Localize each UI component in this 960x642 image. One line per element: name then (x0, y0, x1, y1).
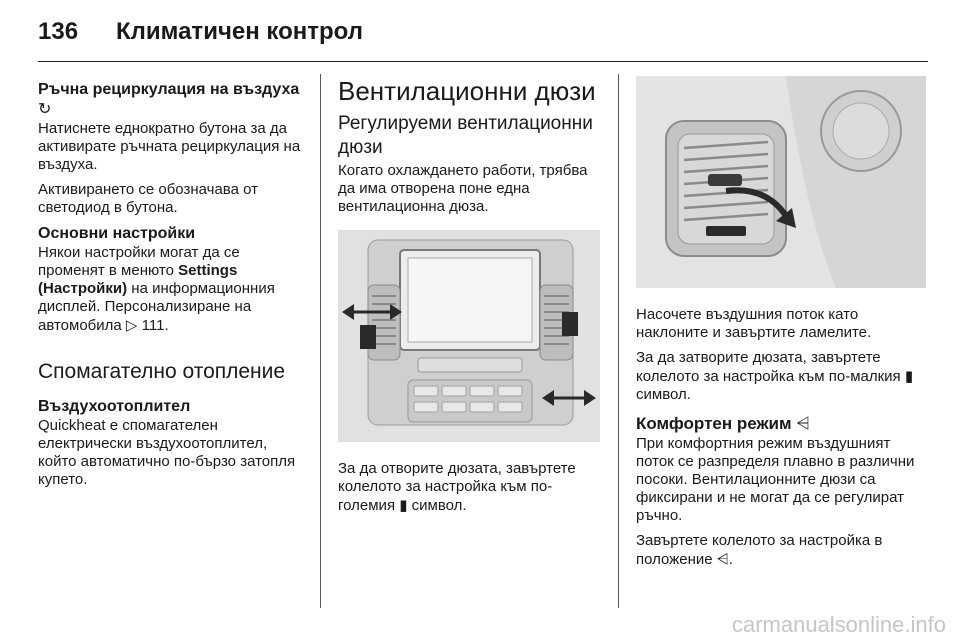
recirculation-paragraph-1: Натиснете еднократно бутона за да активирате ръчната рециркулация на въздуха. (38, 120, 301, 173)
adjustable-vents-intro: Когато охлаждането работи, трябва да има отворена поне една вентилационна дюза. (338, 162, 588, 215)
page-header (38, 14, 928, 62)
recirculation-icon: ↻ (38, 99, 52, 118)
dashboard-vents-drawing (338, 230, 600, 442)
auxiliary-heating-heading: Спомагателно отопление (38, 360, 286, 383)
comfort-mode-paragraph-2: Завъртете колелото за настройка в положение ⩤. (636, 532, 883, 568)
comfort-mode-heading: Комфортен режим ⩤ (636, 414, 810, 434)
open-vent-paragraph: За да отворите дюзата, завъртете колелото за настройка към по-големия ▮ символ. (338, 460, 576, 514)
chapter-title: Климатичен контрол (116, 18, 363, 45)
recirculation-paragraph-2: Активирането се обозначава от светодиод в бутона. (38, 181, 258, 216)
page-number: 136 (38, 18, 79, 45)
footer-watermark: carmanualsonline.info (731, 612, 946, 637)
column-divider-right (618, 74, 619, 608)
column-2 (338, 76, 604, 522)
side-vent-illustration (636, 76, 926, 288)
small-bar-symbol-icon: ▮ (904, 367, 914, 385)
direct-airflow-paragraph: Насочете въздушния поток като наклоните и завъртите ламелите. (636, 306, 872, 341)
adjustable-vents-heading: Регулируеми вентилационни дюзи (338, 113, 593, 158)
comfort-mode-position-icon: ⩤ (716, 550, 729, 568)
page-reference-number[interactable]: 111. (141, 317, 169, 334)
page-reference-triangle-icon: ▷ (125, 316, 138, 334)
close-vent-paragraph: За да затворите дюзата, завъртете колелото за настройка към по-малкия ▮ символ. (636, 349, 914, 403)
column-3 (636, 76, 928, 576)
comfort-mode-paragraph-1: При комфортния режим въздушният поток се разпределя плавно в различни посоки. Вентилационните дюзи са фиксирани и не могат да се регулират ръчно. (636, 435, 915, 524)
air-heater-paragraph: Quickheat е спомагателен електрически въздухоотоплител, който автоматично по-бързо затопля купето. (38, 417, 296, 488)
recirculation-heading: Ръчна рециркулация на въздуха ↻ (38, 81, 300, 118)
basic-settings-paragraph: Някои настройки могат да се променят в менюто Settings (Настройки) на информационния дисплей. Персонализиране на автомобила ▷ 111. (38, 244, 275, 334)
column-1 (38, 80, 308, 496)
column-divider-left (320, 74, 321, 608)
air-heater-heading: Въздухоотоплител (38, 398, 191, 415)
basic-settings-heading: Основни настройки (38, 225, 196, 242)
air-vents-heading: Вентилационни дюзи (338, 76, 596, 106)
dashboard-vents-illustration (338, 230, 600, 442)
comfort-mode-icon: ⩤ (796, 414, 810, 434)
settings-menu-name: Settings (Настройки) (38, 262, 238, 297)
side-vent-drawing (636, 76, 926, 288)
large-bar-symbol-icon: ▮ (399, 496, 408, 514)
